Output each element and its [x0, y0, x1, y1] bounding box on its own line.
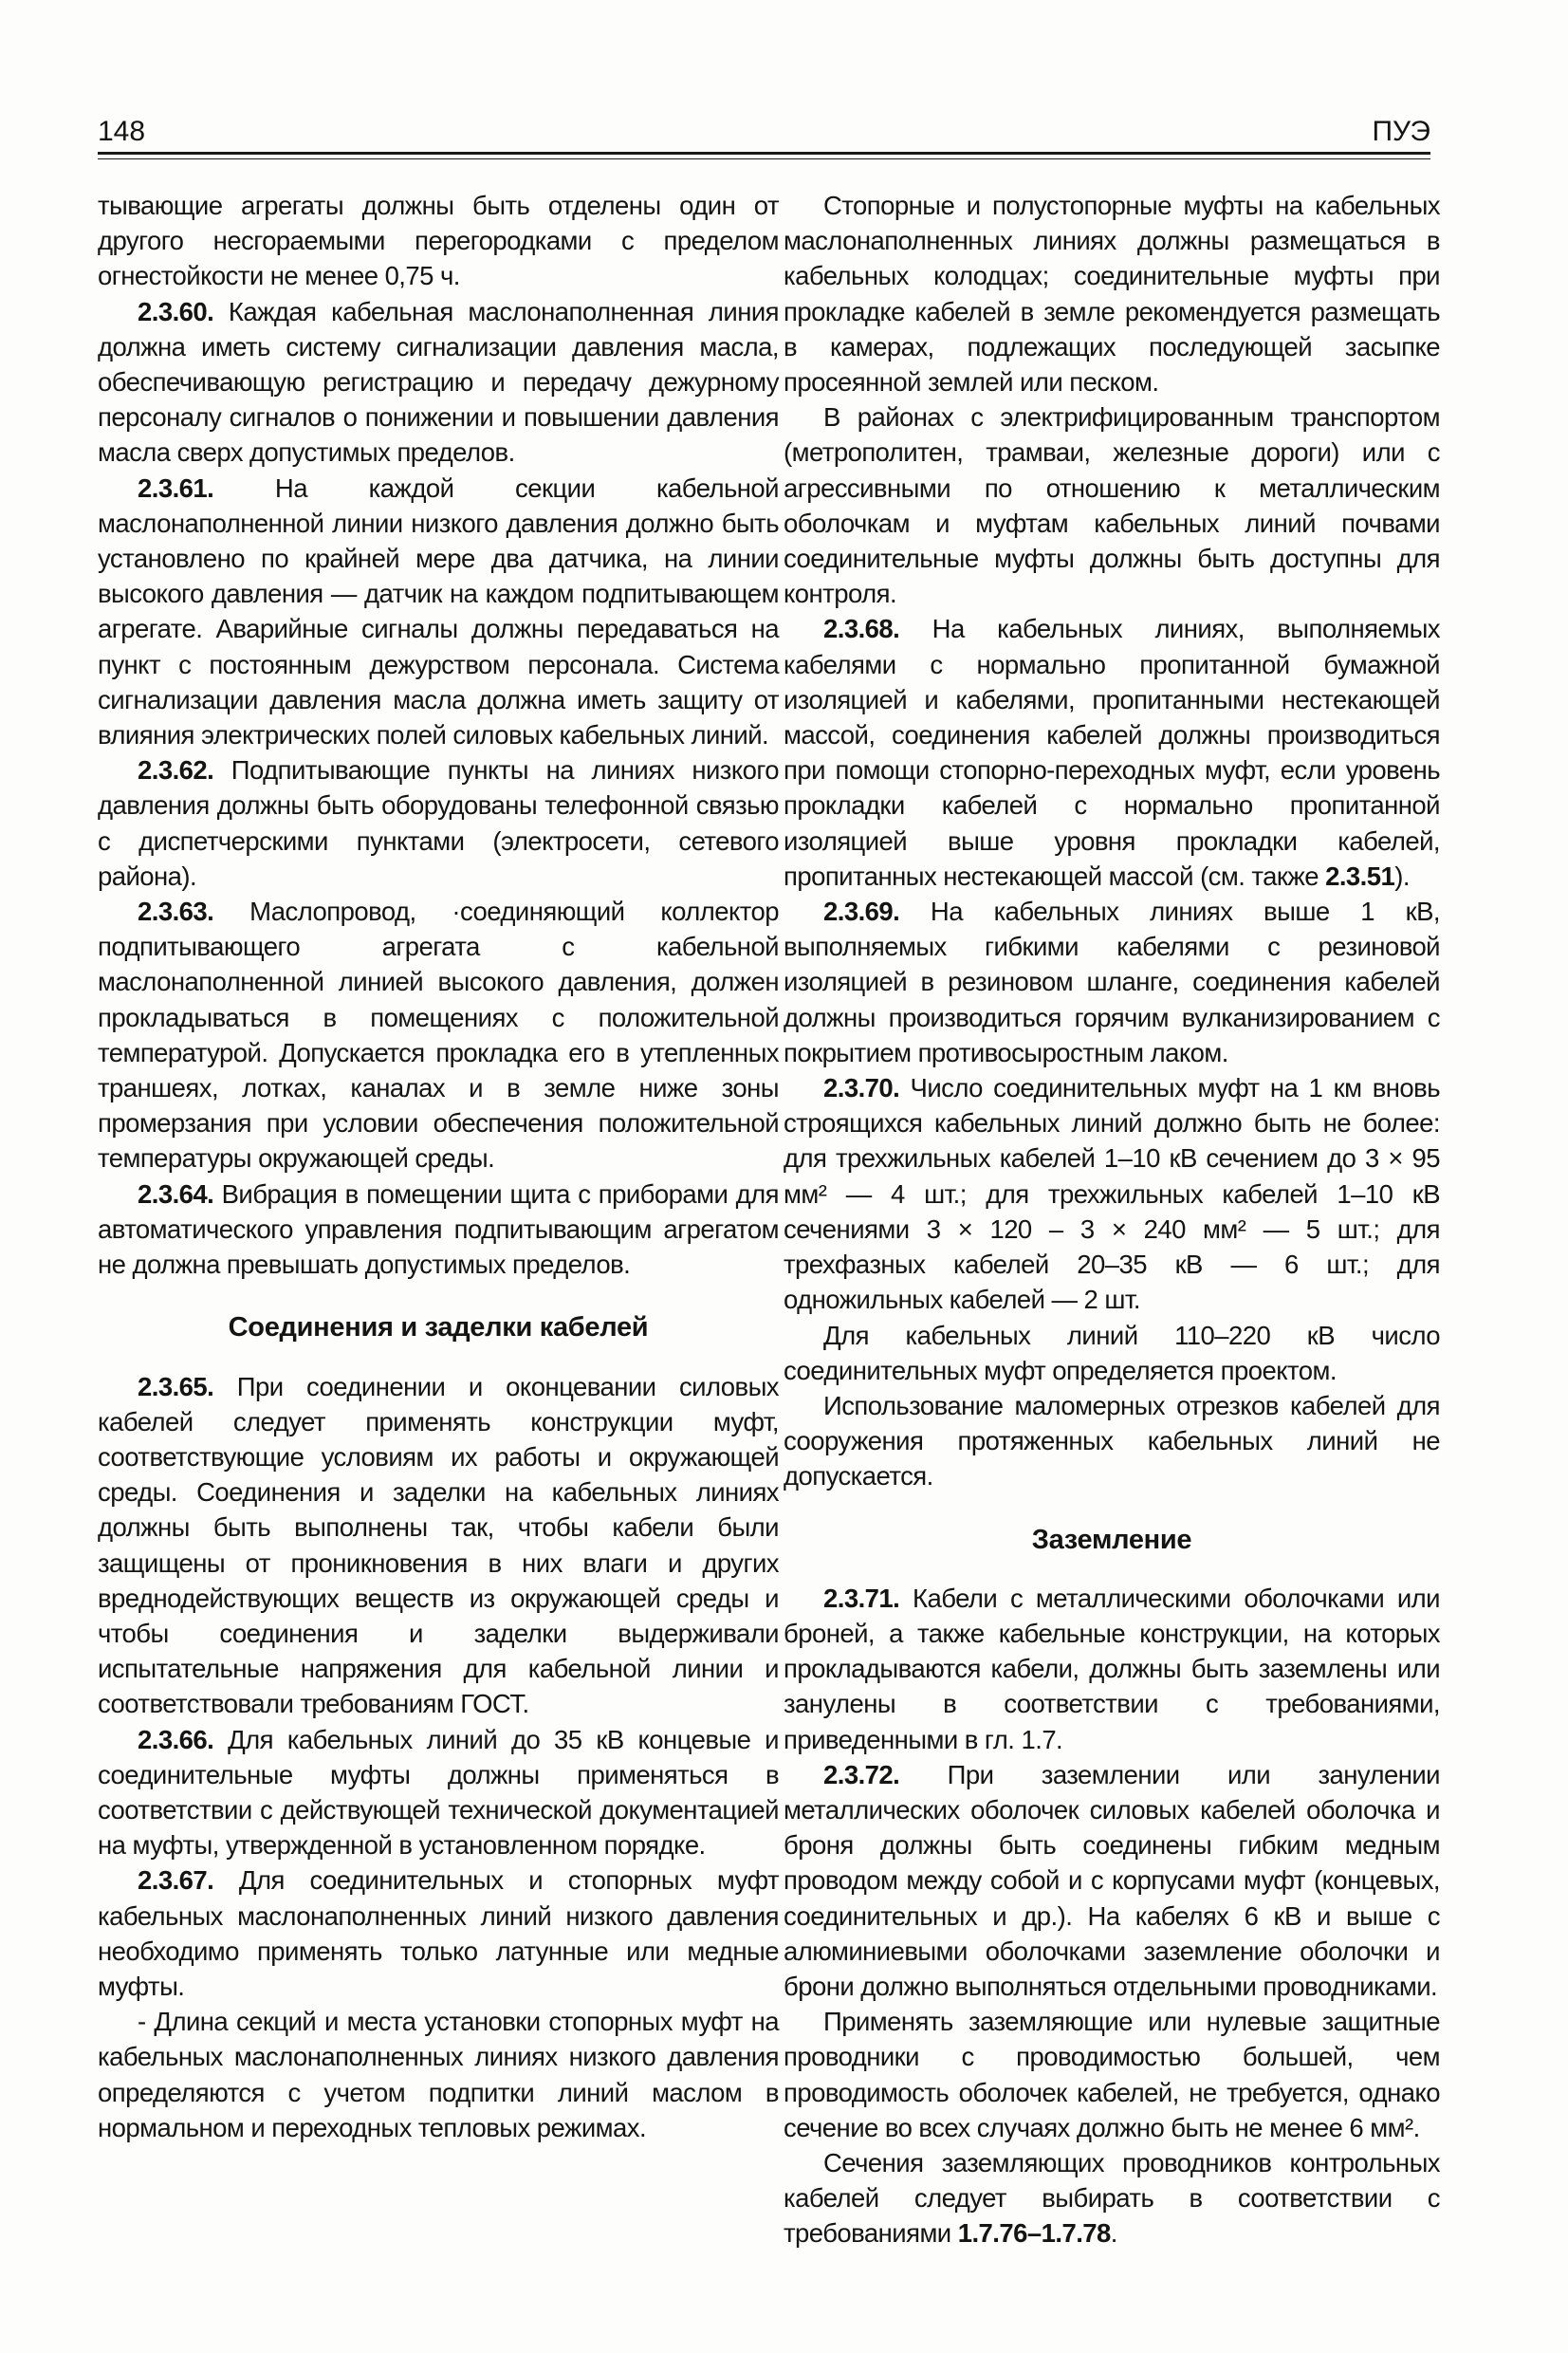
section-heading: Заземление	[1031, 1524, 1192, 1555]
page-header	[98, 116, 1430, 156]
clause-number: 2.3.72.	[823, 1759, 900, 1789]
clause-number: 2.3.67.	[138, 1865, 214, 1896]
clause-2-3-65: 2.3.65. При соединении и оконцевании силовых кабелей следует применять конструкции муфт, соответствующие условиям их работы и окружающей среды. Соединения и заделки на кабельных линиях должны быть выполнены так, чтобы кабели были защищены от проникновения в них влаги и других вреднодействующих веществ из окружающей среды и чтобы соединения и заделки выдерживали испытательные напряжения для кабельной линии и соответствовали требованиям ГОСТ.	[98, 1371, 779, 1719]
clause-2-3-70: 2.3.70. Число соединительных муфт на 1 км вновь строящихся кабельных линий должно быть не более: для трехжильных кабелей 1–10 кВ сечением до 3 × 95 мм² — 4 шт.; для трехжильных кабелей 1–10 кВ сечениями 3 × 120 – 3 × 240 мм² — 5 шт.; для трехфазных кабелей 20–35 кВ — 6 шт.; для одножильных кабелей — 2 шт.	[784, 1073, 1440, 1315]
clause-number: 2.3.70.	[823, 1073, 900, 1103]
left-column	[98, 188, 779, 2145]
clause-number: 2.3.64.	[138, 1178, 214, 1209]
clause-2-3-61: 2.3.61. На каждой секции кабельной маслонаполненной линии низкого давления должно быть установлено по крайней мере два датчика, на линии высокого давления — датчик на каждом подпитывающем агрегате. Аварийные сигналы должны передаваться на пункт с постоянным дежурством персонала. Система сигнализации давления масла должна иметь защиту от влияния электрических полей силовых кабельных линий.	[98, 472, 779, 750]
paragraph: Применять заземляющие или нулевые защитные проводники с проводимостью большей, чем проводимость оболочек кабелей, не требуется, однако сечение во всех случаях должно быть не менее 6 мм².	[784, 2007, 1440, 2142]
header-rule-thick	[98, 152, 1430, 155]
paragraph: Для кабельных линий 110–220 кВ число соединительных муфт определяется проектом.	[784, 1320, 1440, 1385]
clause-2-3-63: 2.3.63. Маслопровод, ·соединяющий коллектор подпитывающего агрегата с кабельной маслонаполненной линией высокого давления, должен прокладываться в помещениях с положительной температурой. Допускается прокладка его в утепленных траншеях, лотках, каналах и в земле ниже зоны промерзания при условии обеспечения положительной температуры окружающей среды.	[98, 897, 779, 1174]
paragraph: Использование маломерных отрезков кабелей для сооружения протяженных кабельных линий не допускается.	[784, 1390, 1440, 1491]
clause-number: 2.3.61.	[138, 472, 214, 503]
clause-2-3-66: 2.3.66. Для кабельных линий до 35 кВ концевые и соединительные муфты должны применяться в соответствии с действующей технической документацией на муфты, утвержденной в установленном порядке.	[98, 1724, 779, 1861]
clause-2-3-68: 2.3.68. На кабельных линиях, выполняемых кабелями с нормально пропитанной бумажной изоляцией и кабелями, пропитанными нестекающей массой, соединения кабелей должны производиться при помощи стопорно-переходных муфт, если уровень прокладки кабелей с нормально пропитанной изоляцией выше уровня прокладки кабелей, пропитанных нестекающей массой (см. также 2.3.51).	[784, 614, 1440, 891]
cross-reference: 2.3.51	[1325, 861, 1395, 891]
clause-2-3-69: 2.3.69. На кабельных линиях выше 1 кВ, выполняемых гибкими кабелями с резиновой изоляцией в резиновом шланге, соединения кабелей должны производиться горячим вулканизированием с покрытием противосыростным лаком.	[784, 897, 1440, 1067]
clause-number: 2.3.65.	[138, 1371, 214, 1401]
cross-reference: 1.7.76–1.7.78	[957, 2218, 1111, 2249]
paragraph: тывающие агрегаты должны быть отделены один от другого несгораемыми перегородками с пределом огнестойкости не менее 0,75 ч.	[98, 191, 779, 291]
paragraph: В районах с электрифицированным транспортом (метрополитен, трамваи, железные дороги) или с агрессивными по отношению к металлическим оболочкам и муфтам кабельных линий почвами соединительные муфты должны быть доступны для контроля.	[784, 402, 1440, 609]
clause-2-3-64: 2.3.64. Вибрация в помещении щита с приборами для автоматического управления подпитывающим агрегатом не должна превышать допустимых пределов.	[98, 1178, 779, 1280]
clause-number: 2.3.62.	[138, 755, 214, 786]
header-rule-thin	[98, 158, 1430, 159]
clause-2-3-72: 2.3.72. При заземлении или занулении металлических оболочек силовых кабелей оболочка и броня должны быть соединены гибким медным проводом между собой и с корпусами муфт (концевых, соединительных и др.). На кабелях 6 кВ и выше с алюминиевыми оболочками заземление оболочки и брони должно выполняться отдельными проводниками.	[784, 1759, 1440, 2001]
clause-number: 2.3.68.	[823, 614, 900, 644]
clause-number: 2.3.63.	[138, 897, 214, 927]
clause-number: 2.3.60.	[138, 296, 214, 326]
clause-number: 2.3.69.	[823, 897, 900, 927]
paragraph: Стопорные и полустопорные муфты на кабельных маслонаполненных линиях должны размещаться в кабельных колодцах; соединительные муфты при прокладке кабелей в земле рекомендуется размещать в камерах, подлежащих последующей засыпке просеянной землей или песком.	[784, 191, 1440, 398]
section-heading: Соединения и заделки кабелей	[228, 1312, 649, 1343]
clause-number: 2.3.71.	[823, 1583, 900, 1613]
paragraph: Сечения заземляющих проводников контрольных кабелей следует выбирать в соответствии с требованиями 1.7.76–1.7.78.	[784, 2147, 1440, 2249]
clause-number: 2.3.66.	[138, 1724, 214, 1754]
paragraph: - Длина секций и места установки стопорных муфт на кабельных маслонаполненных линиях низкого давления определяются с учетом подпитки линий маслом в нормальном и переходных тепловых режимах.	[98, 2007, 779, 2142]
clause-2-3-67: 2.3.67. Для соединительных и стопорных муфт кабельных маслонаполненных линий низкого давления необходимо применять только латунные или медные муфты.	[98, 1865, 779, 2001]
clause-2-3-60: 2.3.60. Каждая кабельная маслонаполненная линия должна иметь систему сигнализации давления масла, обеспечивающую регистрацию и передачу дежурному персоналу сигналов о понижении и повышении давления масла сверх допустимых пределов.	[98, 296, 779, 468]
running-title: ПУЭ	[1372, 116, 1430, 147]
clause-2-3-71: 2.3.71. Кабели с металлическими оболочками или броней, а также кабельные конструкции, на которых прокладываются кабели, должны быть заземлены или занулены в соответствии с требованиями, приведенными в гл. 1.7.	[784, 1583, 1440, 1754]
clause-2-3-62: 2.3.62. Подпитывающие пункты на линиях низкого давления должны быть оборудованы телефонной связью с диспетчерскими пунктами (электросети, сетевого района).	[98, 755, 779, 891]
right-column	[784, 188, 1440, 2251]
page-number: 148	[98, 116, 146, 147]
